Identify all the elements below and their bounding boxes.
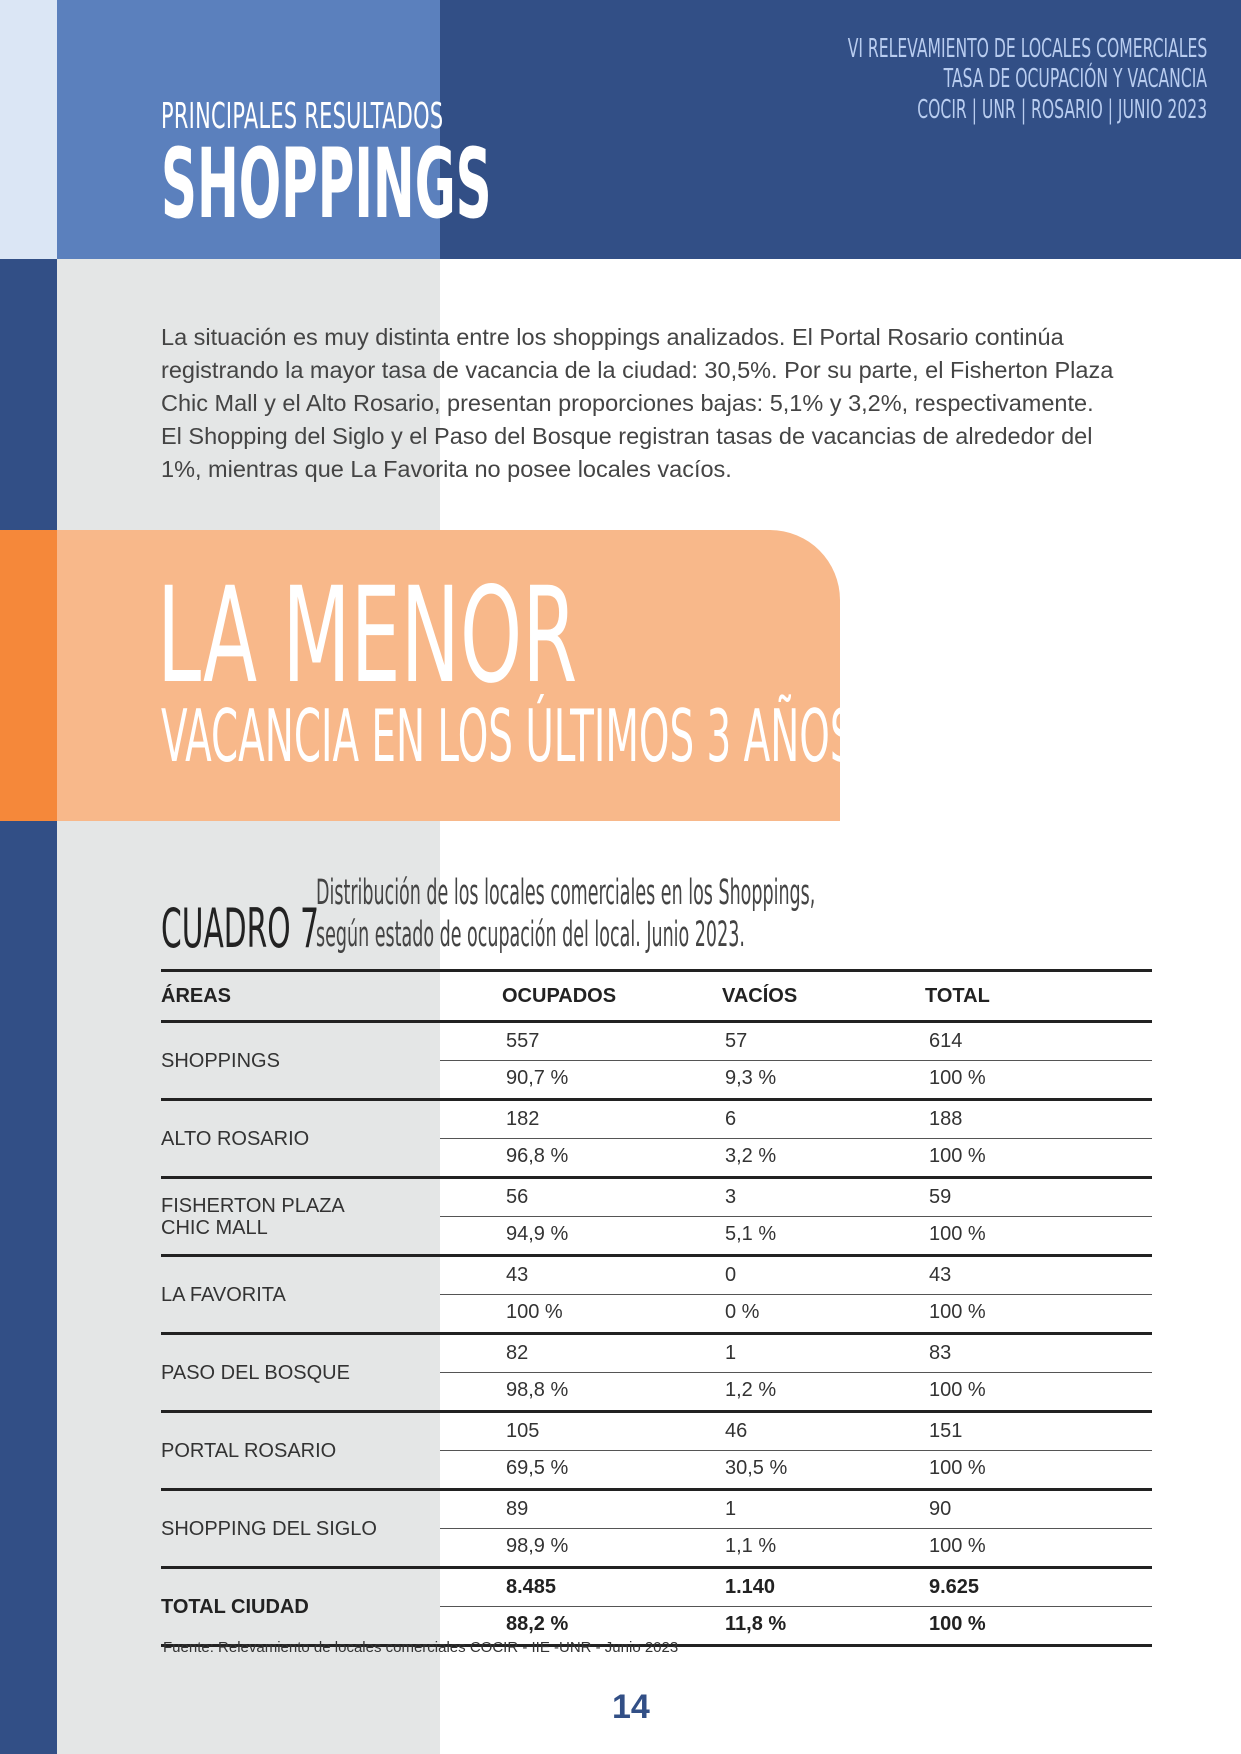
total-percent-cell: 100 %: [929, 1457, 986, 1479]
area-name: LA FAVORITA: [161, 1283, 286, 1306]
ocupados-count-cell: 105: [506, 1420, 540, 1442]
column-header-vacios: VACÍOS: [722, 985, 798, 1007]
count-subrow: [440, 1569, 1152, 1607]
vacios-percent-cell: 0 %: [725, 1301, 760, 1323]
total-count-cell: 151: [929, 1420, 963, 1442]
area-name: SHOPPINGS: [161, 1049, 280, 1072]
ocupados-percent-cell: 98,9 %: [506, 1535, 569, 1557]
vacios-percent-cell: 5,1 %: [725, 1223, 777, 1245]
vacios-count-cell: 57: [725, 1030, 748, 1052]
count-subrow: [440, 1179, 1152, 1217]
area-name: FISHERTON PLAZA CHIC MALL: [161, 1194, 345, 1239]
table-row: [161, 1413, 1152, 1491]
area-name: SHOPPING DEL SIGLO: [161, 1517, 377, 1540]
total-percent-cell: 100 %: [929, 1379, 986, 1401]
table-row: [161, 1179, 1152, 1257]
vacios-percent-cell: 9,3 %: [725, 1067, 777, 1089]
total-count-cell: 614: [929, 1030, 963, 1052]
ocupados-count-cell: 43: [506, 1264, 529, 1286]
total-percent-cell: 100 %: [929, 1535, 986, 1557]
table-label: CUADRO 7: [161, 897, 320, 960]
table-row: [161, 1101, 1152, 1179]
table-row: [161, 1257, 1152, 1335]
ocupados-percent-cell: 100 %: [506, 1301, 563, 1323]
callout-accent-bar: [0, 530, 57, 821]
vacios-percent-cell: 11,8 %: [725, 1613, 787, 1635]
vacios-count-cell: 6: [725, 1108, 737, 1130]
ocupados-percent-cell: 90,7 %: [506, 1067, 569, 1089]
intro-paragraph: La situación es muy distinta entre los shoppings analizados. El Portal Rosario continúa registrando la mayor tasa de vacancia de la ciudad: 30,5%. Por su parte, el Fisherton Plaza Chic Mall y el Alto Rosario, presentan proporciones bajas: 5,1% y 3,2%, respectivamente. El Shopping del Siglo y el Paso del Bosque registran tasas de vacancias de alrededor del 1%, mientras que La Favorita no posee locales vacíos.: [161, 324, 1114, 482]
vacios-count-cell: 1: [725, 1498, 737, 1520]
vacios-count-cell: 0: [725, 1264, 737, 1286]
total-count-cell: 43: [929, 1264, 952, 1286]
total-percent-cell: 100 %: [929, 1613, 986, 1635]
percent-subrow: [440, 1060, 1152, 1097]
ocupados-percent-cell: 98,8 %: [506, 1379, 569, 1401]
ocupados-percent-cell: 69,5 %: [506, 1457, 569, 1479]
column-header-areas: ÁREAS: [161, 985, 232, 1007]
vacios-count-cell: 46: [725, 1420, 748, 1442]
page-number: 14: [612, 1688, 650, 1726]
table-row: [161, 1491, 1152, 1569]
ocupados-percent-cell: 96,8 %: [506, 1145, 569, 1167]
percent-subrow: [440, 1606, 1152, 1643]
column-header-ocupados: OCUPADOS: [502, 985, 617, 1007]
report-title-line-3: COCIR | UNR | ROSARIO | JUNIO 2023: [917, 95, 1207, 125]
percent-subrow: [440, 1216, 1152, 1253]
total-percent-cell: 100 %: [929, 1301, 986, 1323]
area-name: ALTO ROSARIO: [161, 1127, 310, 1150]
report-title-line-2: TASA DE OCUPACIÓN Y VACANCIA: [943, 64, 1207, 94]
table-body: [161, 1023, 1152, 1647]
count-subrow: [440, 1101, 1152, 1139]
vacios-percent-cell: 1,1 %: [725, 1535, 777, 1557]
total-percent-cell: 100 %: [929, 1145, 986, 1167]
ocupados-count-cell: 89: [506, 1498, 529, 1520]
report-title-line-1: VI RELEVAMIENTO DE LOCALES COMERCIALES: [847, 34, 1207, 64]
percent-subrow: [440, 1372, 1152, 1409]
total-percent-cell: 100 %: [929, 1067, 986, 1089]
ocupados-percent-cell: 94,9 %: [506, 1223, 569, 1245]
count-subrow: [440, 1491, 1152, 1529]
percent-subrow: [440, 1528, 1152, 1565]
table-row: [161, 1023, 1152, 1101]
percent-subrow: [440, 1294, 1152, 1331]
callout-headline: LA MENOR: [157, 559, 578, 713]
total-count-cell: 83: [929, 1342, 952, 1364]
table-description-line-1: Distribución de los locales comerciales en los Shoppings,: [316, 873, 816, 913]
total-count-cell: 9.625: [929, 1576, 980, 1598]
header-accent-light: [0, 0, 57, 259]
total-count-cell: 90: [929, 1498, 952, 1520]
occupancy-table: [161, 969, 1152, 1647]
count-subrow: [440, 1257, 1152, 1295]
vacios-percent-cell: 3,2 %: [725, 1145, 777, 1167]
count-subrow: [440, 1023, 1152, 1061]
vacios-count-cell: 1: [725, 1342, 737, 1364]
vacios-count-cell: 1.140: [725, 1576, 776, 1598]
ocupados-percent-cell: 88,2 %: [506, 1613, 569, 1635]
vacios-count-cell: 3: [725, 1186, 737, 1208]
vacios-percent-cell: 30,5 %: [725, 1457, 788, 1479]
section-title: SHOPPINGS: [161, 128, 492, 240]
percent-subrow: [440, 1450, 1152, 1487]
table-row: [161, 1335, 1152, 1413]
table-header-row: [161, 969, 1152, 1023]
total-percent-cell: 100 %: [929, 1223, 986, 1245]
total-count-cell: 188: [929, 1108, 963, 1130]
count-subrow: [440, 1335, 1152, 1373]
source-note: Fuente: Relevamiento de locales comerciales COCIR - IIE -UNR - Junio 2023: [163, 1639, 679, 1656]
ocupados-count-cell: 82: [506, 1342, 529, 1364]
table-description-line-2: según estado de ocupación del local. Junio 2023.: [316, 915, 745, 955]
area-name: TOTAL CIUDAD: [161, 1595, 309, 1618]
percent-subrow: [440, 1138, 1152, 1175]
callout-subheadline: VACANCIA EN LOS ÚLTIMOS 3 AÑOS: [161, 694, 855, 778]
section-kicker: PRINCIPALES RESULTADOS: [161, 96, 444, 137]
ocupados-count-cell: 557: [506, 1030, 540, 1052]
count-subrow: [440, 1413, 1152, 1451]
ocupados-count-cell: 8.485: [506, 1576, 557, 1598]
ocupados-count-cell: 182: [506, 1108, 540, 1130]
total-count-cell: 59: [929, 1186, 952, 1208]
area-name: PASO DEL BOSQUE: [161, 1361, 350, 1384]
area-name: PORTAL ROSARIO: [161, 1439, 337, 1462]
column-header-total: TOTAL: [925, 985, 990, 1007]
left-sidebar-band: [0, 259, 57, 1754]
vacios-percent-cell: 1,2 %: [725, 1379, 777, 1401]
ocupados-count-cell: 56: [506, 1186, 529, 1208]
table-total-row: [161, 1569, 1152, 1647]
